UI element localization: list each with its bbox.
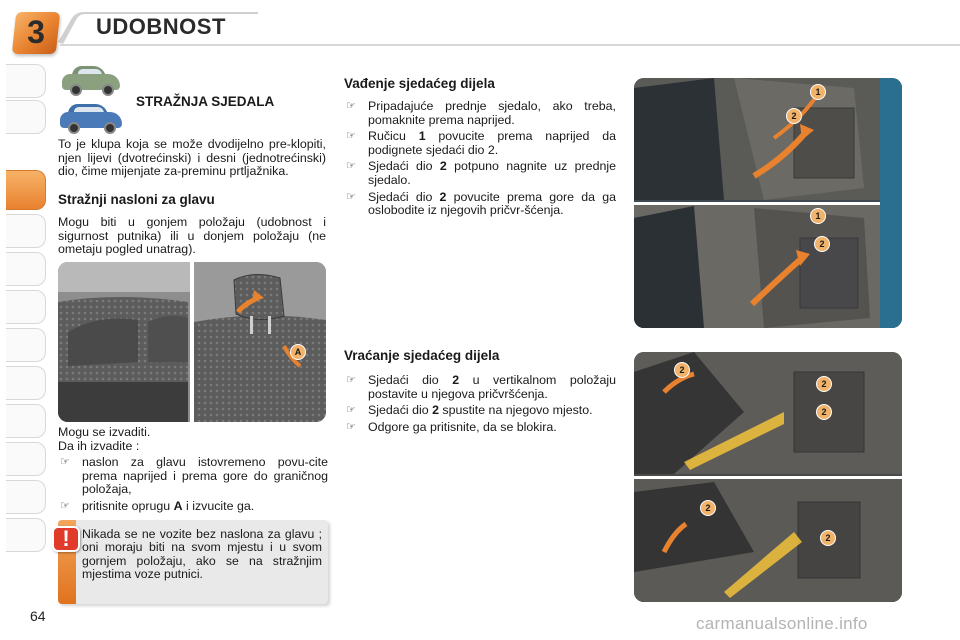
rear-headrests-text: Mogu biti u gonjem položaju (udobnost i sigurnost putnika) ili u donjem položaju (ne ometaju pogled unatrag).	[58, 215, 326, 257]
removal-line-2: Da ih izvadite :	[58, 439, 140, 453]
bullet-hand-icon: ☞	[346, 130, 356, 143]
seat-removal-title: Vađenje sjedaćeg dijela	[344, 76, 495, 91]
list-item: ☞ Sjedaći dio 2 spustite na njegovo mjesto.	[346, 403, 593, 418]
car-icon-green	[62, 66, 122, 98]
chapter-tab-3-active[interactable]	[6, 170, 46, 210]
chapter-tab-11[interactable]	[6, 480, 46, 514]
callout-2-bottom: 2	[814, 236, 830, 252]
car-icon-blue	[60, 104, 124, 136]
chapter-tab-12[interactable]	[6, 518, 46, 552]
callout-2-refit-d: 2	[700, 500, 716, 516]
rear-seats-intro: To je klupa koja se može dvodijelno pre-klopiti, njen lijevi (dvotrećinski) i desni (jednotrećinski) dio, čime mijenjate za-preminu prtljažnika.	[58, 137, 326, 179]
warning-exclamation-icon: !	[52, 526, 80, 552]
callout-2-refit-c: 2	[816, 404, 832, 420]
rear-headrests-title: Stražnji nasloni za glavu	[58, 192, 215, 207]
callout-2-top: 2	[786, 108, 802, 124]
bullet-hand-icon: ☞	[60, 499, 70, 512]
bullet-hand-icon: ☞	[346, 190, 356, 203]
callout-1-bottom: 1	[810, 208, 826, 224]
callout-1-top: 1	[810, 84, 826, 100]
seat-refit-title: Vraćanje sjedaćeg dijela	[344, 348, 500, 363]
seat-refit-steps	[344, 374, 616, 437]
bullet-hand-icon: ☞	[346, 420, 356, 433]
page-header	[0, 0, 960, 58]
list-item: ☞ Pripadajuće prednje sjedalo, ako treba, pomaknite prema naprijed.	[346, 99, 616, 127]
chapter-tab-4[interactable]	[6, 214, 46, 248]
bullet-hand-icon: ☞	[346, 100, 356, 112]
spring-a-callout: A	[290, 344, 306, 360]
chapter-tab-9[interactable]	[6, 404, 46, 438]
chapter-tab-rail	[0, 64, 48, 574]
chapter-tab-8[interactable]	[6, 366, 46, 400]
list-item: ☞ Ručicu 1 povucite prema naprijed da podignete sjedaći dio 2.	[346, 129, 616, 157]
seat-removal-photo	[634, 78, 902, 328]
list-item: ☞ naslon za glavu istovremeno povu-cite prema naprijed i prema gore do graničnog položaja,	[60, 455, 328, 497]
chapter-number: 3	[27, 14, 45, 50]
seat-removal-steps	[344, 100, 616, 221]
chapter-tab-10[interactable]	[6, 442, 46, 476]
page-number: 64	[30, 608, 46, 624]
bullet-hand-icon: ☞	[346, 374, 356, 386]
list-item: ☞ pritisnite oprugu A i izvucite ga.	[60, 498, 255, 513]
bullet-hand-icon: ☞	[60, 456, 70, 468]
chapter-title: UDOBNOST	[96, 14, 226, 39]
headrest-removal-steps	[58, 456, 328, 516]
chapter-tab-5[interactable]	[6, 252, 46, 286]
list-item: ☞ Sjedaći dio 2 povucite prema gore da ga oslobodite iz njegovih pričvr-šćenja.	[346, 189, 616, 218]
bullet-hand-icon: ☞	[346, 160, 356, 173]
rear-seats-heading: STRAŽNJA SJEDALA	[136, 94, 275, 109]
chapter-tab-7[interactable]	[6, 328, 46, 362]
removal-line-1: Mogu se izvaditi.	[58, 425, 151, 439]
list-item: ☞ Sjedaći dio 2 potpuno nagnite uz prednje sjedalo.	[346, 159, 616, 187]
watermark: carmanualsonline.info	[696, 614, 868, 633]
list-item: ☞ Sjedaći dio 2 u vertikalnom položaju postavite u njegova pričvršćenja.	[346, 373, 616, 401]
seat-refit-photo	[634, 352, 902, 602]
chapter-tab-6[interactable]	[6, 290, 46, 324]
callout-2-refit-e: 2	[820, 530, 836, 546]
bullet-hand-icon: ☞	[346, 404, 356, 417]
callout-2-refit-a: 2	[674, 362, 690, 378]
warning-text: Nikada se ne vozite bez naslona za glavu ; oni moraju biti na svom mjestu i u svom gornjem položaju, ako se na stražnjim mjestima voze putnici.	[82, 527, 322, 582]
callout-2-refit-b: 2	[816, 376, 832, 392]
list-item: ☞ Odgore ga pritisnite, da se blokira.	[346, 419, 557, 434]
chapter-tab-2[interactable]	[6, 100, 46, 134]
headrest-photo	[58, 262, 326, 422]
chapter-tab-1[interactable]	[6, 64, 46, 98]
